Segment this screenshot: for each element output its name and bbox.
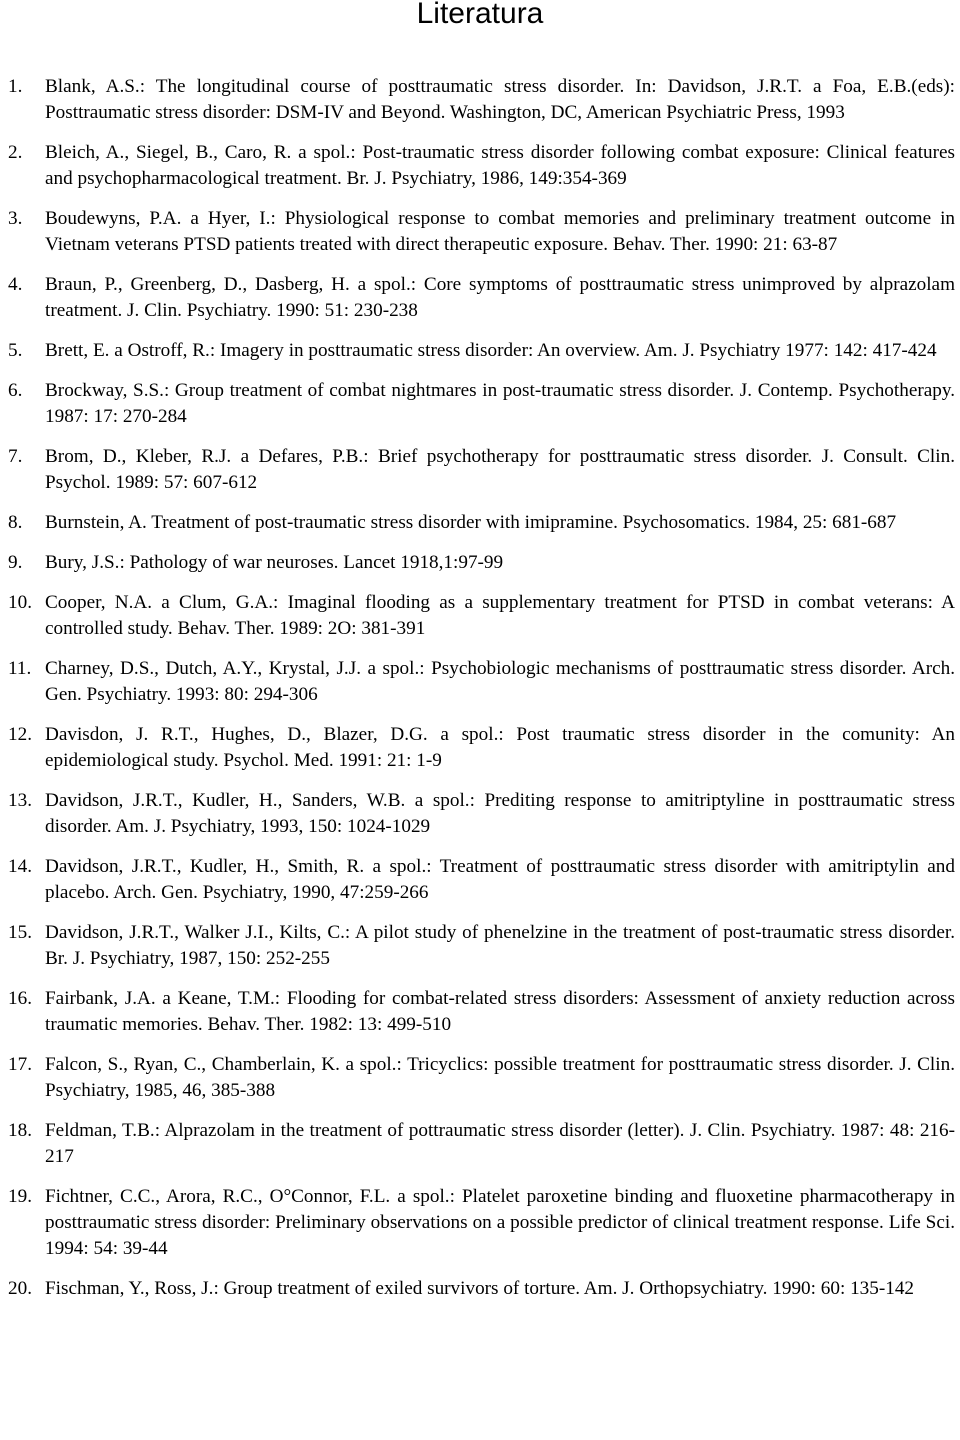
reference-text: Bleich, A., Siegel, B., Caro, R. a spol.: Post-traumatic stress disorder following combat exposure: Clinical features and psychopharmacological treatment. Br. J. Psychiatry, 1986, 149:354-369 [45, 142, 955, 189]
reference-text: Fischman, Y., Ross, J.: Group treatment of exiled survivors of torture. Am. J. Orthopsychiatry. 1990: 60: 135-142 [45, 1278, 915, 1299]
reference-text: Davidson, J.R.T., Kudler, H., Sanders, W.B. a spol.: Prediting response to amitriptyline in posttraumatic stress disorder. Am. J. Psychiatry, 1993, 150: 1024-1029 [45, 790, 955, 837]
reference-item [0, 590, 955, 642]
reference-number: 8. [8, 512, 23, 533]
reference-item [0, 920, 955, 972]
reference-number: 1. [8, 76, 23, 97]
reference-text: Falcon, S., Ryan, C., Chamberlain, K. a spol.: Tricyclics: possible treatment for posttraumatic stress disorder. J. Clin. Psychiatry, 1985, 46, 385-388 [45, 1054, 955, 1101]
reference-item [0, 74, 955, 126]
reference-text: Cooper, N.A. a Clum, G.A.: Imaginal flooding as a supplementary treatment for PTSD in combat veterans: A controlled study. Behav. Ther. 1989: 2O: 381-391 [45, 592, 955, 639]
reference-item [0, 656, 955, 708]
reference-number: 17. [8, 1054, 32, 1075]
reference-text: Fairbank, J.A. a Keane, T.M.: Flooding for combat-related stress disorders: Assessment of anxiety reduction across traumatic memories. Behav. Ther. 1982: 13: 499-510 [45, 988, 955, 1035]
reference-number: 6. [8, 380, 23, 401]
reference-text: Davidson, J.R.T., Kudler, H., Smith, R. a spol.: Treatment of posttraumatic stress disorder with amitriptylin and placebo. Arch. Gen. Psychiatry, 1990, 47:259-266 [45, 856, 955, 903]
reference-item [0, 1276, 955, 1302]
reference-item [0, 1118, 955, 1170]
reference-number: 12. [8, 724, 32, 745]
reference-text: Bury, J.S.: Pathology of war neuroses. Lancet 1918,1:97-99 [45, 552, 504, 573]
reference-item [0, 140, 955, 192]
reference-item [0, 854, 955, 906]
reference-text: Boudewyns, P.A. a Hyer, I.: Physiological response to combat memories and preliminary treatment outcome in Vietnam veterans PTSD patients treated with direct therapeutic exposure. Behav. Ther. 1990: 21: 63-87 [45, 208, 955, 255]
reference-number: 19. [8, 1186, 32, 1207]
reference-item [0, 788, 955, 840]
reference-item [0, 378, 955, 430]
reference-text: Davisdon, J. R.T., Hughes, D., Blazer, D.G. a spol.: Post traumatic stress disorder in the comunity: An epidemiological study. Psychol. Med. 1991: 21: 1-9 [45, 724, 955, 771]
reference-number: 5. [8, 340, 23, 361]
reference-item [0, 550, 955, 576]
reference-item [0, 1184, 955, 1262]
reference-number: 16. [8, 988, 32, 1009]
reference-number: 4. [8, 274, 23, 295]
reference-number: 18. [8, 1120, 32, 1141]
reference-item [0, 444, 955, 496]
reference-item [0, 1052, 955, 1104]
reference-text: Brom, D., Kleber, R.J. a Defares, P.B.: Brief psychotherapy for posttraumatic stress disorder. J. Consult. Clin. Psychol. 1989: 57: 607-612 [45, 446, 955, 493]
reference-text: Blank, A.S.: The longitudinal course of posttraumatic stress disorder. In: Davidson, J.R.T. a Foa, E.B.(eds): Posttraumatic stress disorder: DSM-IV and Beyond. Washington, DC, American Psychiatric Press, 1993 [45, 76, 955, 123]
reference-text: Fichtner, C.C., Arora, R.C., O°Connor, F.L. a spol.: Platelet paroxetine binding and fluoxetine pharmacotherapy in posttraumatic stress disorder: Preliminary observations on a possible predictor of clinical treatment response. Life Sci. 1994: 54: 39-44 [45, 1186, 955, 1259]
reference-text: Davidson, J.R.T., Walker J.I., Kilts, C.: A pilot study of phenelzine in the treatment of post-traumatic stress disorder. Br. J. Psychiatry, 1987, 150: 252-255 [45, 922, 955, 969]
reference-text: Burnstein, A. Treatment of post-traumatic stress disorder with imipramine. Psychosomatics. 1984, 25: 681-687 [45, 512, 897, 533]
reference-item [0, 272, 955, 324]
reference-text: Feldman, T.B.: Alprazolam in the treatment of pottraumatic stress disorder (letter). J. Clin. Psychiatry. 1987: 48: 216-217 [45, 1120, 955, 1167]
reference-item [0, 510, 955, 536]
reference-item [0, 206, 955, 258]
reference-number: 2. [8, 142, 23, 163]
reference-number: 9. [8, 552, 23, 573]
reference-text: Charney, D.S., Dutch, A.Y., Krystal, J.J. a spol.: Psychobiologic mechanisms of posttraumatic stress disorder. Arch. Gen. Psychiatry. 1993: 80: 294-306 [45, 658, 955, 705]
reference-number: 14. [8, 856, 32, 877]
reference-number: 15. [8, 922, 32, 943]
reference-text: Brett, E. a Ostroff, R.: Imagery in posttraumatic stress disorder: An overview. Am. J. Psychiatry 1977: 142: 417-424 [45, 340, 937, 361]
reference-number: 20. [8, 1278, 32, 1299]
reference-number: 3. [8, 208, 23, 229]
reference-number: 11. [8, 658, 32, 679]
reference-item [0, 986, 955, 1038]
reference-item [0, 338, 955, 364]
reference-number: 10. [8, 592, 32, 613]
reference-list [0, 74, 955, 1316]
reference-text: Braun, P., Greenberg, D., Dasberg, H. a spol.: Core symptoms of posttraumatic stress unimproved by alprazolam treatment. J. Clin. Psychiatry. 1990: 51: 230-238 [45, 274, 955, 321]
page-title: Literatura [416, 0, 544, 30]
reference-item [0, 722, 955, 774]
reference-number: 13. [8, 790, 32, 811]
reference-text: Brockway, S.S.: Group treatment of combat nightmares in post-traumatic stress disorder. J. Contemp. Psychotherapy. 1987: 17: 270-284 [45, 380, 955, 427]
reference-number: 7. [8, 446, 23, 467]
